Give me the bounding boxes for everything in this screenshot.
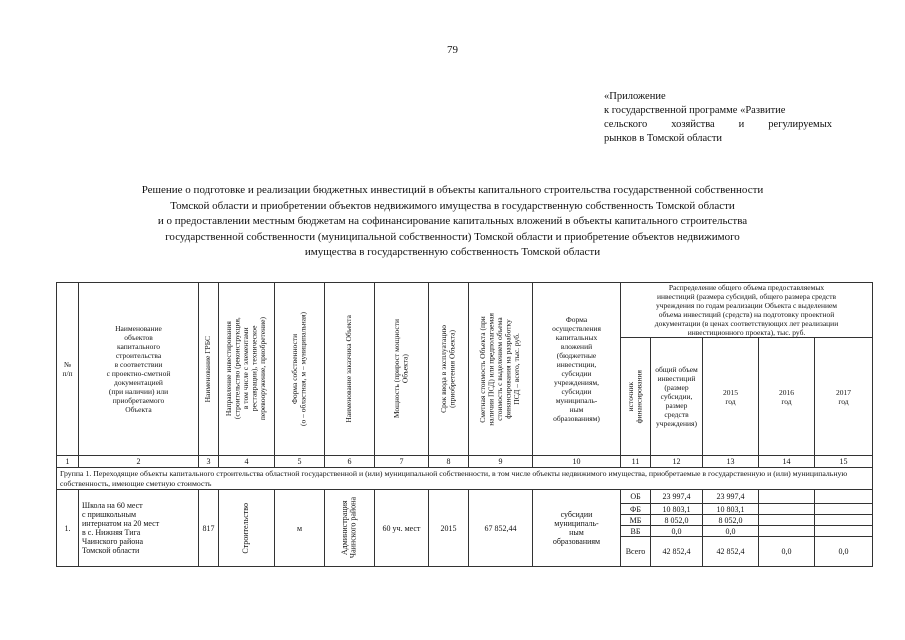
- funding-total: 0,0: [651, 526, 703, 537]
- header-direction: [219, 283, 275, 456]
- funding-2016: [759, 504, 815, 515]
- column-number: 5: [275, 456, 325, 468]
- funding-source: ВБ: [621, 526, 651, 537]
- funding-2015: 42 852,4: [703, 537, 759, 567]
- appendix-note: [604, 90, 832, 146]
- row-object-name: Школа на 60 мест с пришкольным интернатом на 20 мест в с. Нижняя Тига Чаинского района Томской области: [79, 490, 199, 567]
- row-direction-text: Строительство: [241, 502, 251, 554]
- header-object-name: Наименование объектов капитального строительства в соответствии с проектно-сметной документацией (при наличии) или приобретаемого Объекта: [79, 283, 199, 456]
- header-year-2015: 2015 год: [703, 338, 759, 456]
- column-number: 13: [703, 456, 759, 468]
- header-capacity: [375, 283, 429, 456]
- header-direction-text: Направление инвестирования (строительство (реконструкция, в том числе с элементами реставрации), техническое перевооружение, приобретение): [224, 317, 268, 421]
- funding-2017: [815, 515, 873, 526]
- funding-2015: 10 803,1: [703, 504, 759, 515]
- row-direction: [219, 490, 275, 567]
- funding-2015: 8 052,0: [703, 515, 759, 526]
- funding-2016: [759, 490, 815, 504]
- title-line: и о предоставлении местным бюджетам на софинансирование капитальных вложений в объекты капитального строительства: [157, 215, 748, 227]
- table-row: [57, 490, 873, 504]
- header-capacity-text: Мощность (прирост мощности Объекта): [392, 319, 410, 419]
- header-estimated-cost: [469, 283, 533, 456]
- header-number: № п/п: [57, 283, 79, 456]
- row-number: 1.: [57, 490, 79, 567]
- header-year-2016: 2016 год: [759, 338, 815, 456]
- column-number: 7: [375, 456, 429, 468]
- investment-table: [56, 282, 873, 567]
- header-total-volume: общий объем инвестиций (размер субсидии, размер средств учреждения): [651, 338, 703, 456]
- funding-source: Всего: [621, 537, 651, 567]
- header-row: [57, 283, 873, 338]
- column-number: 4: [219, 456, 275, 468]
- column-number: 3: [199, 456, 219, 468]
- column-number: 15: [815, 456, 873, 468]
- row-investment-form: субсидии муниципаль- ным образованиям: [533, 490, 621, 567]
- appendix-line: к государственной программе «Развитие: [604, 105, 786, 116]
- funding-total: 10 803,1: [651, 504, 703, 515]
- appendix-line: «Приложение: [604, 91, 666, 102]
- column-number: 12: [651, 456, 703, 468]
- header-estimated-cost-text: Сметная стоимость Объекта (при наличии ПСД) или предполагаемая стоимость с выделением объема финансирования на разработку ПСД – всего, тыс. руб.: [478, 312, 522, 426]
- document-title: [30, 183, 875, 261]
- column-number: 8: [429, 456, 469, 468]
- column-number: 6: [325, 456, 375, 468]
- header-distribution: Распределение общего объема предоставляемых инвестиций (размера субсидий, общего размера средств учреждения по годам реализации Объекта с выделением объема инвестиций (средств) на подготовку проектной документации (в ценах соответствующих лет реализации инвестиционного проекта), тыс. руб.: [621, 283, 873, 338]
- header-funding-source: [621, 338, 651, 456]
- column-number: 14: [759, 456, 815, 468]
- row-ownership: м: [275, 490, 325, 567]
- title-line: Решение о подготовке и реализации бюджетных инвестиций в объекты капитального строительства государственной собственности: [141, 184, 764, 196]
- column-number: 1: [57, 456, 79, 468]
- header-year-2017: 2017 год: [815, 338, 873, 456]
- header-grbs-text: Наименование ГРБС: [203, 335, 213, 403]
- header-customer: [325, 283, 375, 456]
- row-grbs: 817: [199, 490, 219, 567]
- funding-2015: 23 997,4: [703, 490, 759, 504]
- header-commission-date: [429, 283, 469, 456]
- column-number: 9: [469, 456, 533, 468]
- column-number: 2: [79, 456, 199, 468]
- column-number: 11: [621, 456, 651, 468]
- title-line: государственной собственности (муниципальной собственности) Томской области и приобретение объектов недвижимого: [165, 230, 740, 243]
- page-number: 79: [447, 44, 458, 56]
- header-commission-date-text: Срок ввода в эксплуатацию (приобретения Объекта): [439, 325, 457, 413]
- title-line: имущества в государственную собственность Томской области: [304, 246, 601, 258]
- header-funding-source-text: источник финансирования: [626, 369, 644, 424]
- row-capacity: 60 уч. мест: [375, 490, 429, 567]
- funding-source: ОБ: [621, 490, 651, 504]
- row-cost: 67 852,44: [469, 490, 533, 567]
- header-ownership: [275, 283, 325, 456]
- row-year: 2015: [429, 490, 469, 567]
- header-grbs: [199, 283, 219, 456]
- header-customer-text: Наименование заказчика Объекта: [344, 315, 354, 423]
- header-ownership-text: Форма собственности (о – областная, м – муниципальная): [290, 311, 308, 426]
- funding-2017: 0,0: [815, 537, 873, 567]
- appendix-line: рынков в Томской области: [604, 133, 723, 144]
- funding-total: 8 052,0: [651, 515, 703, 526]
- funding-2017: [815, 490, 873, 504]
- group-row: [57, 468, 873, 490]
- header-investment-form: Форма осуществления капитальных вложений (бюджетные инвестиции, субсидии учреждениям, субсидии муниципаль- ным образованиям): [533, 283, 621, 456]
- group-title: Группа 1. Переходящие объекты капитального строительства областной государственной и (или) муниципальной собственности, в том числе объекты недвижимого имущества, приобретаемые в государственную и (или) муниципальную собственность, имеющие сметную стоимость: [57, 468, 873, 490]
- column-number: 10: [533, 456, 621, 468]
- funding-2016: 0,0: [759, 537, 815, 567]
- appendix-line: сельского хозяйства и регулируемых: [604, 119, 832, 130]
- title-line: Томской области и приобретении объектов недвижимого имущества в государственную собственность Томской области: [170, 199, 735, 212]
- funding-2015: 0,0: [703, 526, 759, 537]
- column-number-row: [57, 456, 873, 468]
- funding-2017: [815, 504, 873, 515]
- funding-2017: [815, 526, 873, 537]
- funding-total: 42 852,4: [651, 537, 703, 567]
- funding-total: 23 997,4: [651, 490, 703, 504]
- row-customer-text: Администрация Чаинского района: [340, 497, 358, 559]
- funding-2016: [759, 515, 815, 526]
- funding-2016: [759, 526, 815, 537]
- funding-source: ФБ: [621, 504, 651, 515]
- funding-source: МБ: [621, 515, 651, 526]
- row-customer: [325, 490, 375, 567]
